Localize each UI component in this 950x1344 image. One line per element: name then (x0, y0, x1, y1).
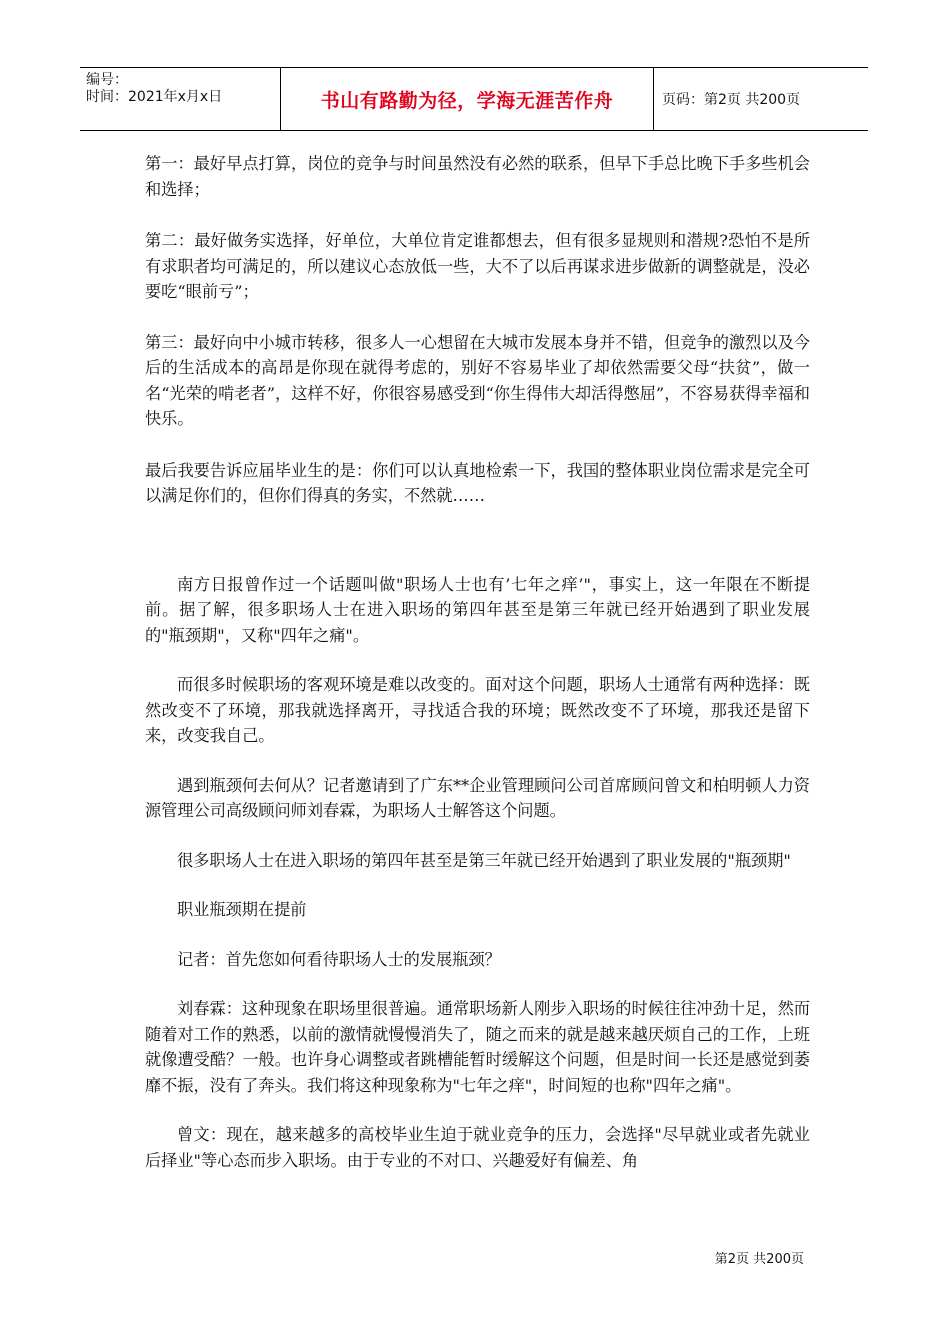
number-label: 编号： (86, 72, 128, 88)
document-header (80, 67, 868, 131)
paragraph: 第三：最好向中小城市转移，很多人一心想留在大城市发展本身并不错，但竞争的激烈以及今后的生活成本的高昂是你现在就得考虑的，别好不容易毕业了却依然需要父母“扶贫”，做一名“光荣的啃老者”，这样不好，你很容易感受到“你生得伟大却活得憋屈”，不容易获得幸福和快乐。 (145, 332, 810, 428)
time-label: 时间：2021年x月x日 (86, 89, 223, 105)
header-meta (80, 68, 281, 130)
paragraph: 而很多时候职场的客观环境是难以改变的。面对这个问题，职场人士通常有两种选择：既然改变不了环境，那我就选择离开，寻找适合我的环境；既然改变不了环境，那我还是留下来，改变我自己。 (145, 675, 810, 745)
paragraph: 最后我要告诉应届毕业生的是：你们可以认真地检索一下，我国的整体职业岗位需求是完全可以满足你们的，但你们得真的务实，不然就…… (145, 460, 810, 505)
section-heading: 职业瓶颈期在提前 (177, 900, 307, 919)
header-page-info: 页码：第2页 共200页 (662, 92, 801, 108)
document-body (145, 151, 810, 1173)
paragraph: 第二：最好做务实选择，好单位，大单位肯定谁都想去，但有很多显规则和潜规?恐怕不是所有求职者均可满足的，所以建议心态放低一些，大不了以后再谋求进步做新的调整就是，没必要吃“眼前亏”； (145, 231, 810, 301)
paragraph: 记者：首先您如何看待职场人士的发展瓶颈？ (177, 949, 501, 969)
page-footer: 第2页 共200页 (714, 1252, 804, 1267)
paragraph: 南方日报曾作过一个话题叫做"职场人士也有’七年之痒’"，事实上，这一年限在不断提前。据了解，很多职场人士在进入职场的第四年甚至是第三年就已经开始遇到了职业发展的"瓶颈期"，又称"四年之痛"。 (145, 574, 810, 645)
paragraph: 曾文：现在，越来越多的高校毕业生迫于就业竞争的压力，会选择"尽早就业或者先就业后择业"等心态而步入职场。由于专业的不对口、兴趣爱好有偏差、角 (145, 1125, 810, 1170)
paragraph: 第一：最好早点打算，岗位的竞争与时间虽然没有必然的联系，但早下手总比晚下手多些机会和选择； (145, 154, 810, 199)
paragraph: 刘春霖：这种现象在职场里很普遍。通常职场新人刚步入职场的时候往往冲劲十足，然而随着对工作的熟悉，以前的激情就慢慢消失了，随之而来的就是越来越厌烦自己的工作，上班就像遭受酷？一般。也许身心调整或者跳槽能暂时缓解这个问题，但是时间一长还是感觉到萎靡不振，没有了奔头。我们将这种现象称为"七年之痒"，时间短的也称"四年之痛"。 (145, 999, 810, 1095)
paragraph: 很多职场人士在进入职场的第四年甚至是第三年就已经开始遇到了职业发展的"瓶颈期" (177, 850, 791, 870)
header-motto: 书山有路勤为径，学海无涯苦作舟 (281, 68, 654, 130)
paragraph: 遇到瓶颈何去何从？记者邀请到了广东**企业管理顾问公司首席顾问曾文和柏明顿人力资源管理公司高级顾问师刘春霖，为职场人士解答这个问题。 (145, 775, 810, 820)
